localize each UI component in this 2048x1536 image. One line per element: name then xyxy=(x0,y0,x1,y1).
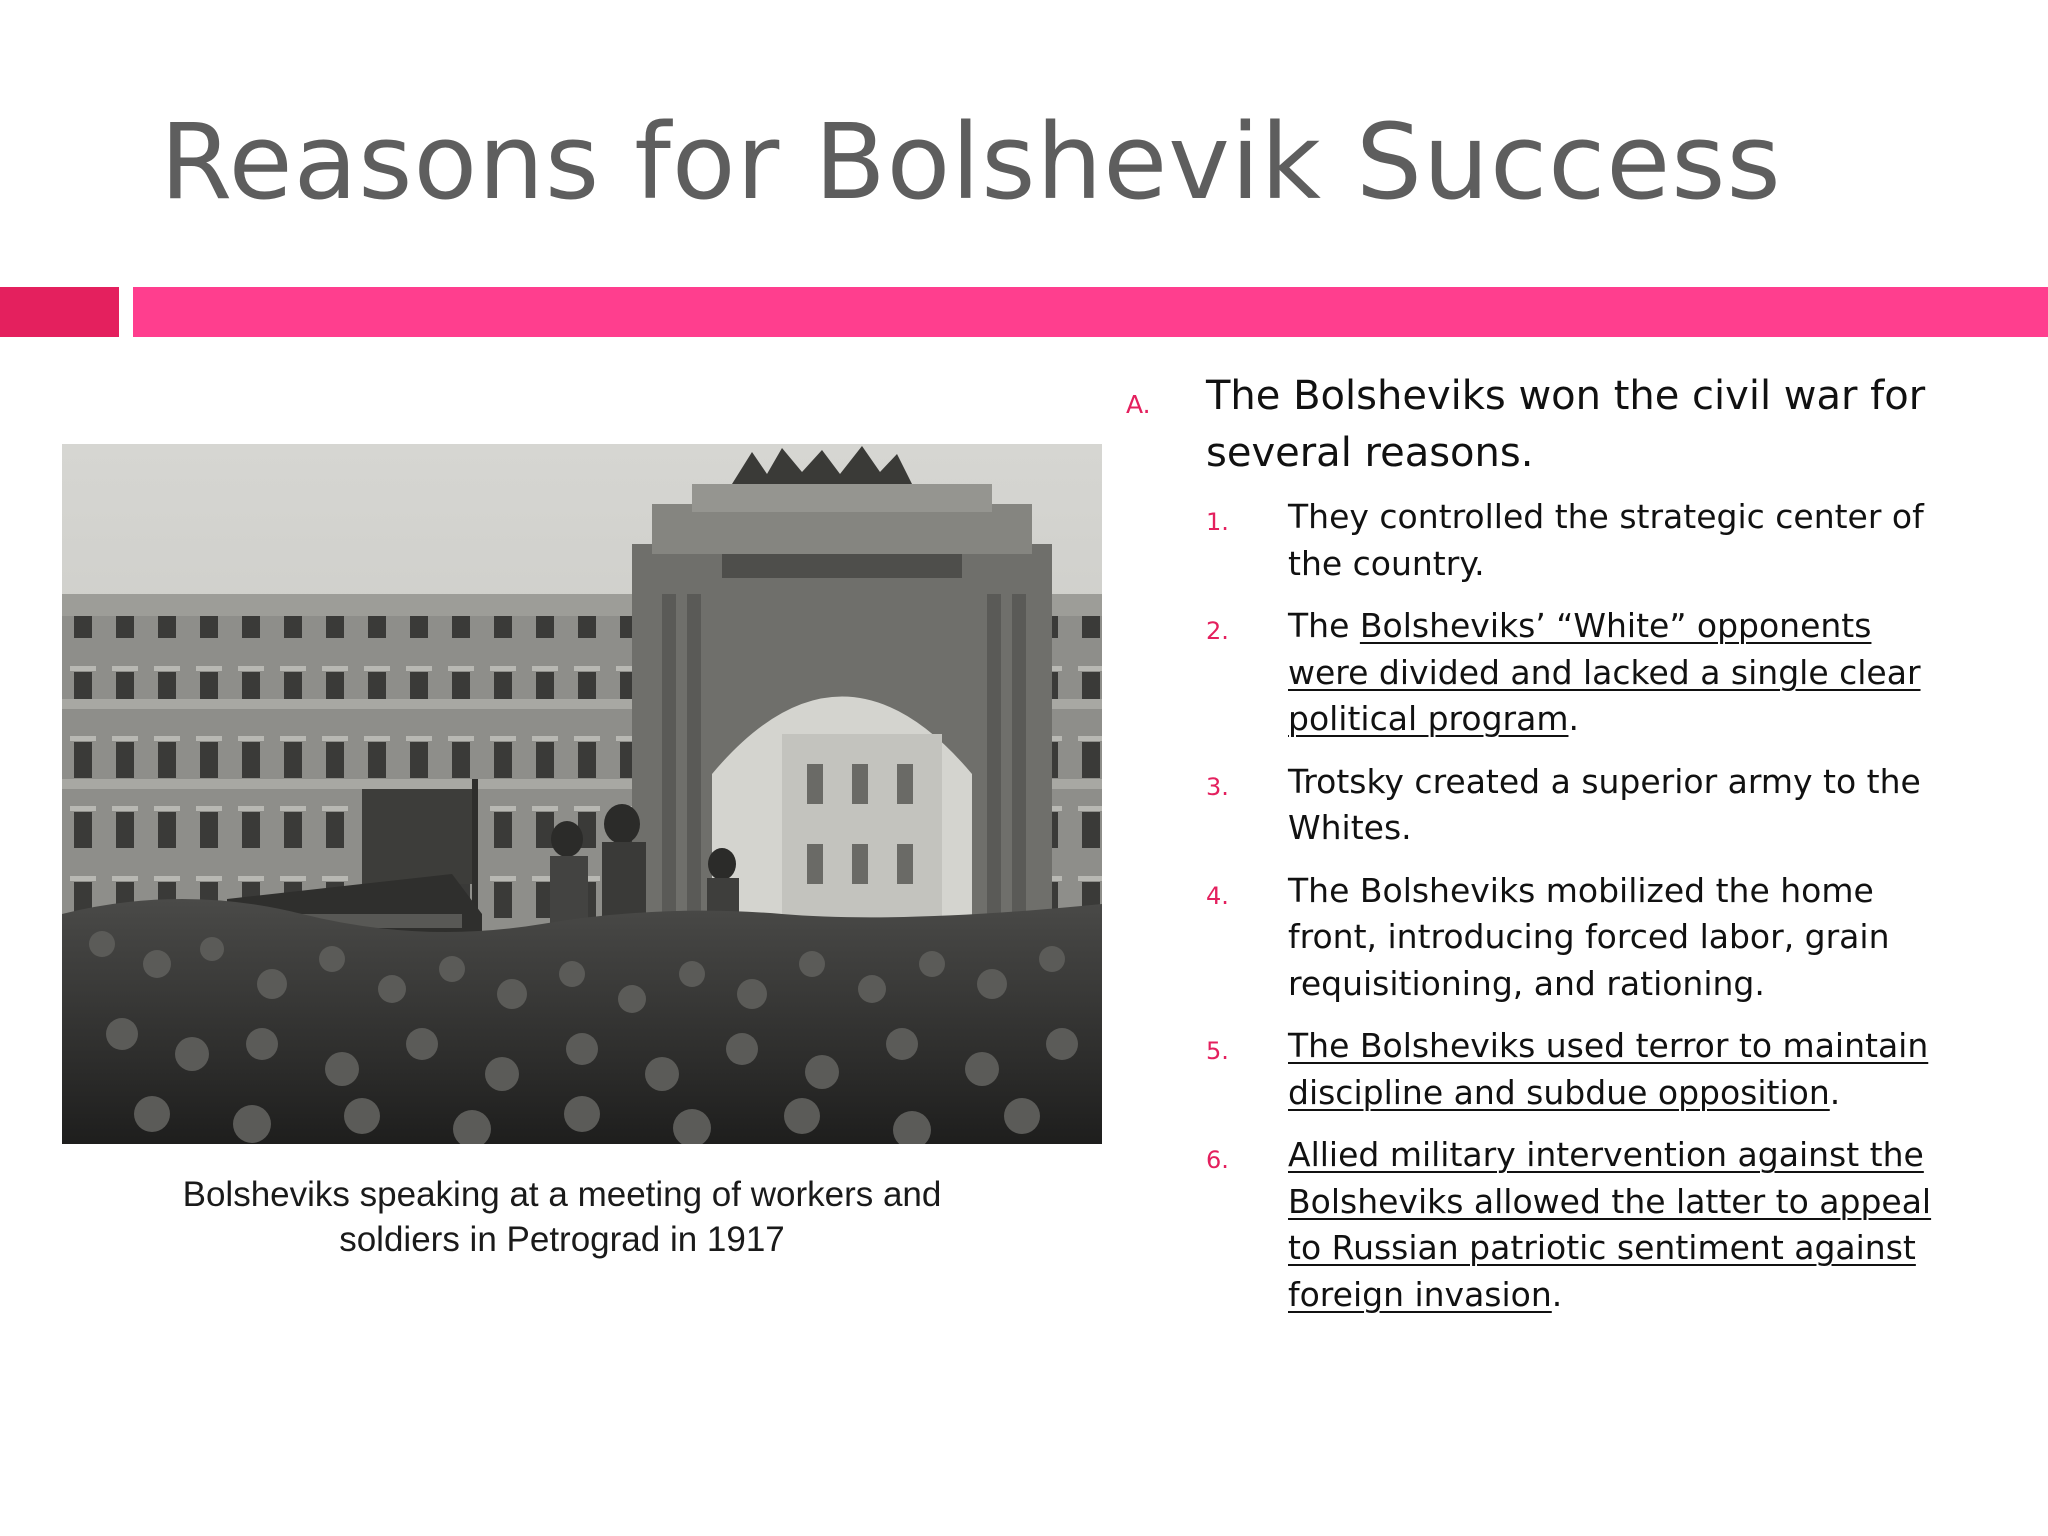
accent-bar-right xyxy=(133,287,2048,337)
content-list xyxy=(1126,368,1956,1334)
reason-item-2 xyxy=(1126,603,1956,743)
reason-text: Allied military intervention against the Bolsheviks allowed the latter to appeal to Russian patriotic sentiment against foreign invasion. xyxy=(1288,1135,1932,1314)
accent-bar-left xyxy=(0,287,119,337)
photo-illustration xyxy=(62,444,1102,1144)
reason-text: The Bolsheviks used terror to maintain discipline and subdue opposition. xyxy=(1288,1026,1929,1112)
reason-text: The Bolsheviks mobilized the home front, introducing forced labor, grain requisitioning, and rationing. xyxy=(1288,870,1890,1003)
reason-number: 5. xyxy=(1206,1037,1229,1065)
reason-item-1 xyxy=(1126,494,1956,587)
photo-caption xyxy=(62,1172,1062,1262)
reason-text: Trotsky created a superior army to the Whites. xyxy=(1288,761,1921,847)
point-a-text: The Bolsheviks won the civil war for several reasons. xyxy=(1206,373,1926,476)
reason-text: They controlled the strategic center of the country. xyxy=(1288,497,1924,583)
reasons-list xyxy=(1126,494,1956,1318)
caption-line-2: soldiers in Petrograd in 1917 xyxy=(339,1220,785,1259)
reason-item-5 xyxy=(1126,1023,1956,1116)
reason-text: The Bolsheviks’ “White” opponents were divided and lacked a single clear political program. xyxy=(1288,606,1921,738)
historical-photo xyxy=(62,444,1102,1144)
point-a xyxy=(1126,368,1956,482)
reason-item-3 xyxy=(1126,759,1956,852)
reason-number: 4. xyxy=(1206,881,1229,910)
reason-number: 6. xyxy=(1206,1146,1229,1174)
caption-line-1: Bolsheviks speaking at a meeting of workers and xyxy=(182,1175,942,1214)
reason-number: 1. xyxy=(1206,508,1229,536)
reason-number: 3. xyxy=(1206,772,1229,801)
reason-number: 2. xyxy=(1206,617,1229,645)
reason-item-6 xyxy=(1126,1132,1956,1318)
point-a-marker: A. xyxy=(1126,390,1151,419)
slide-title: Reasons for Bolshevik Success xyxy=(160,101,1782,223)
reason-item-4 xyxy=(1126,868,1956,1008)
